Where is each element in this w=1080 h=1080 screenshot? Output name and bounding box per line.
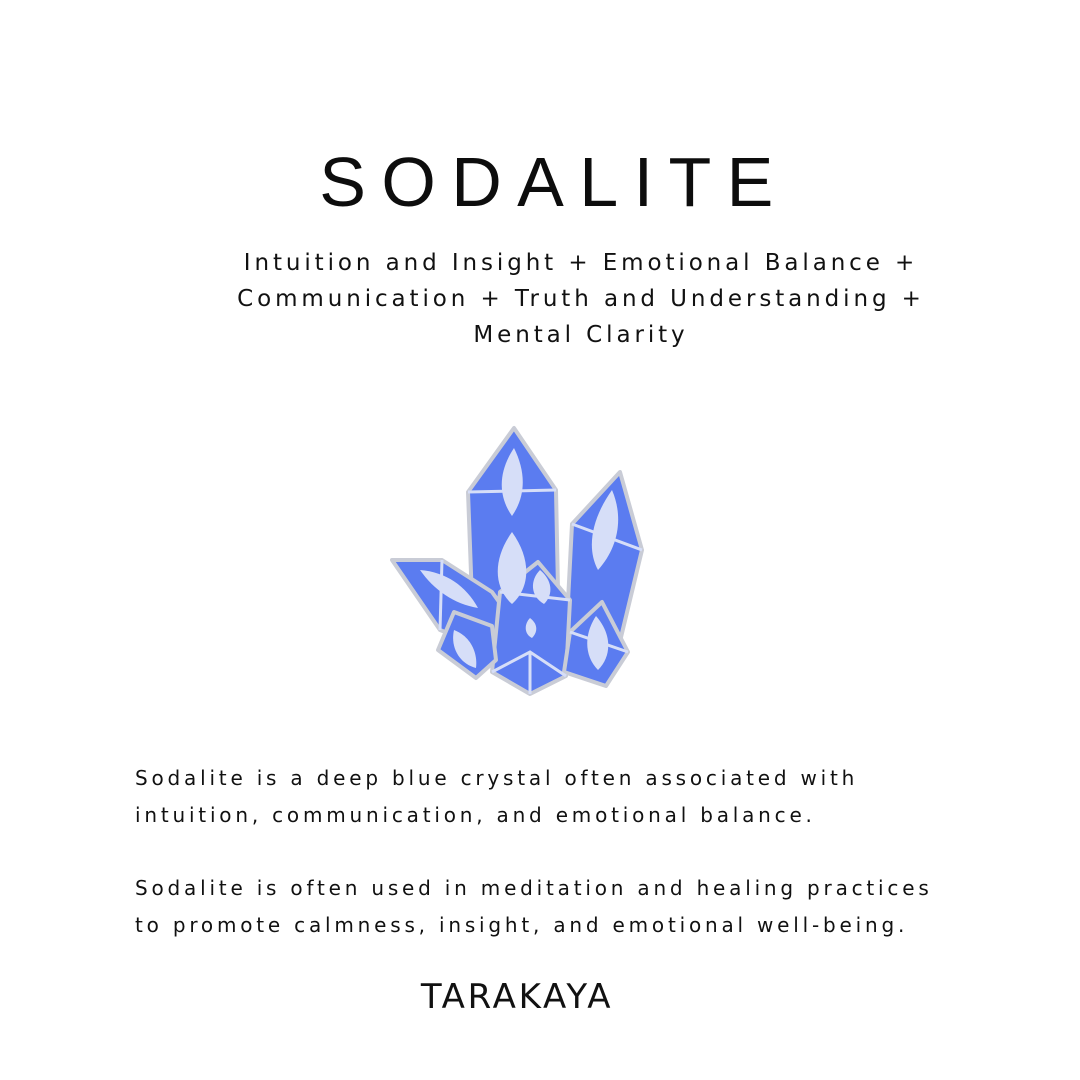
properties-subtitle (200, 245, 962, 353)
description-line: intuition, communication, and emotional balance. (135, 803, 816, 827)
page-title: SODALITE (319, 143, 789, 221)
description-line: to promote calmness, insight, and emotional well-being. (135, 913, 909, 937)
description-line: Sodalite is often used in meditation and healing practices (135, 876, 933, 900)
subtitle-line: Communication + Truth and Understanding + (237, 286, 925, 312)
subtitle-line: Mental Clarity (473, 322, 689, 348)
subtitle-line: Intuition and Insight + Emotional Balance + (243, 250, 919, 276)
description-paragraph (135, 870, 995, 944)
brand-logo-text: TARAKAYA (420, 977, 614, 1017)
crystal-cluster-icon (380, 420, 655, 705)
description-paragraph (135, 760, 995, 834)
description-line: Sodalite is a deep blue crystal often associated with (135, 766, 859, 790)
